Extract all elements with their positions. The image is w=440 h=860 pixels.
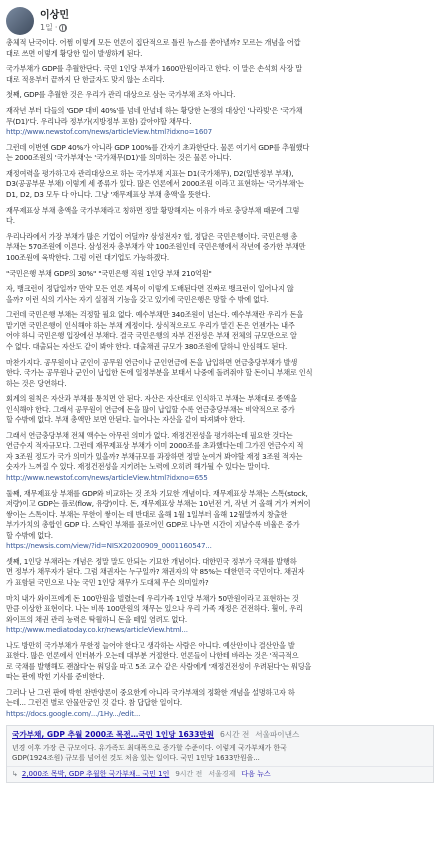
post-paragraph	[6, 206, 434, 227]
author-name[interactable]: 이상민	[40, 10, 69, 21]
post-paragraph	[6, 269, 434, 280]
post-paragraph	[6, 106, 434, 138]
card-related-source: 서울경제	[208, 770, 236, 779]
paragraph-line: 다.	[6, 216, 15, 226]
paragraph-link[interactable]: http://www.newstof.com/news/articleView.html?idxno=1607	[6, 127, 213, 137]
card-snippet	[7, 743, 433, 766]
paragraph-line: 무(D1)'다. 우리나라 정부가(지방정부 포함) 갚아야할 채무다.	[6, 116, 192, 126]
card-related-time: 9시간 전	[175, 770, 203, 779]
card-related-link[interactable]: 2,000조 목박, GDP 추월한 국가부채.. 국민 1인	[21, 770, 170, 779]
post-time[interactable]: 1일	[40, 23, 53, 32]
paragraph-line: 자 3조원 정도가 국가 의미가 있을까? 부채규모를 과장하면 정말 눈여겨 봐야할 재정 3조원 적자는	[6, 451, 303, 461]
post-paragraph	[6, 143, 434, 164]
globe-icon[interactable]	[59, 24, 67, 32]
post-paragraph	[6, 394, 434, 426]
paragraph-line: 연금수지 적자규모다. 그런데 재무제표상 부채가 이미 2000조를 초과했다는데 그가진 연금수지 적	[6, 441, 304, 451]
paragraph-line: 재정여력을 평가하고자 관리대상으로 하는 국가부채 지표는 D1(국가채무), D2(일반정부 부채),	[6, 168, 294, 178]
paragraph-line: "국민은행 부채 GDP의 30%" "국민은행 직원 1인당 부채 210억원"	[6, 268, 212, 278]
paragraph-line: 그래서 연금충당부채 전체 액수는 아무런 의미가 없다. 재정건전성을 평가하는데 필요한 것다는	[6, 430, 293, 440]
card-headline-link[interactable]: 국가부채, GDP 추월 2000조 목전…국민 1인당 1633만원	[12, 730, 215, 740]
paragraph-line: 맡기면 국민은행이 인식해야 하는 부채 계정이다. 상식적으로도 우리가 맡긴 돈은 언젠가는 내주	[6, 320, 295, 330]
post-paragraph	[6, 557, 434, 589]
paragraph-line: 재작년 부터 다들의 'GDP 대비 40%'를 넘네 안넘네 하는 황당한 논쟁의 대상인 '나라빚'은 '국가채	[6, 106, 303, 116]
paragraph-line: 셋째, 1인당 부채라는 개념은 정말 말도 안되는 기묘한 개념이다. 대한민국 정부가 국채를 발행하	[6, 556, 297, 566]
paragraph-line: 그러나 난 그런 판에 박힌 찬반양론이 중요한게 아니라 국가부채의 정확한 개념을 설명하고자 하	[6, 687, 295, 697]
paragraph-line: 쌓이는 스톡이다. 부채는 무한이 쌓이는 데 반대로 올해 1월 1일부터 올해 12월말까지 창출한	[6, 509, 288, 519]
paragraph-link[interactable]: http://www.newstof.com/news/articleView.html?idxno=655	[6, 472, 208, 482]
post-paragraph	[6, 232, 434, 264]
post-paragraph	[6, 358, 434, 390]
paragraph-line: 한다. 국가는 공무원나 군인이 납입한 돈에 일정부분을 보태서 나중에 돌려줘야 할 돈이니 부채로 인식	[6, 368, 313, 378]
paragraph-link[interactable]: https://docs.google.com/.../1Hy.../edit...	[6, 708, 141, 718]
paragraph-line: 저량)이고 GDP는 플로(flow, 유량)이다. 돈, 재무제표상 부채는 10년전 거, 작년 거 올해 거가 켜켜이	[6, 499, 311, 509]
paragraph-line: 대로 쓰면 이렇게 황당한 일이 발생하게 된다.	[6, 48, 143, 58]
paragraph-line: 그런데 이번엔 GDP 40%가 아니라 GDP 100%를 간자기 초과한단다. 물론 여기서 GDP를 추월했다	[6, 142, 310, 152]
paragraph-line: 마찬가지다. 공무원이나 군인이 공무원 연금이나 군인연금에 돈을 납입하면 연금충당부채가 발생	[6, 357, 298, 367]
paragraph-line: 대로 적용부터 끝까지 단 한글자도 맞지 않는 소리다.	[6, 74, 165, 84]
paragraph-line: 할 수밖에 없다. 부채 총액만 보면 안된다. 늘어나는 자산을 같이 따져봐야 한다.	[6, 415, 245, 425]
author-block	[40, 9, 69, 33]
post-body	[6, 38, 434, 719]
paragraph-line: 부채는 570조원에 이른다. 삼성전자 총부채가 약 100조원인데 국민은행에서 작년에 증가한 부채만	[6, 242, 306, 252]
post-paragraph	[6, 169, 434, 201]
paragraph-line: 어야 하니 국민은행 입장에선 부채다. 결국 국민은행의 자부 건전성은 부채 전체의 규모만으로 알	[6, 331, 297, 341]
paragraph-line: 면 정부가 채무자가 된다. 그럼 채권자는 누구일까? 채권자의 약 85%는 대한민국 국민이다. 채권자	[6, 567, 305, 577]
paragraph-line: 회계의 원칙은 자산과 부채를 통치면 안 된다. 자산은 자산대로 인식하고 부채는 부채대로 종액을	[6, 394, 297, 404]
post-paragraph	[6, 90, 434, 101]
post-paragraph	[6, 431, 434, 484]
post-paragraph	[6, 641, 434, 683]
paragraph-line: 나도 방만히 국가부채가 무한정 늘어야 한다고 생각하는 사람은 아니다. 예산안이나 결산안을 발	[6, 640, 295, 650]
paragraph-line: 가 표함된 국민으로 나눈 국민 1인당 채무가 도대체 무슨 의미일까?	[6, 577, 209, 587]
card-headline-row	[7, 726, 433, 743]
news-search-card	[6, 725, 434, 783]
paragraph-line: 따는 판에 박힌 기사를 준비한다.	[6, 672, 105, 682]
card-source: 서울파이낸스	[255, 730, 300, 740]
paragraph-line: 둘째, 재무제표상 부채를 GDP와 비교하는 것 조차 기묘한 개념이다. 재무제표상 부채는 스톡(stock,	[6, 488, 308, 498]
paragraph-line: 마치 내가 와이프에게 돈 100만원을 빌렸는데 우리가족 1인당 부채가 50만원이라고 표현하는 것	[6, 593, 299, 603]
paragraph-line: 인식해야 한다. 그래서 공무원이 연금에 돈을 많이 납입할 수록 연금충당부채는 비약적으로 증가	[6, 404, 295, 414]
paragraph-line: 숫자가 느껴질 수 있다. 재정건전성을 지키려는 노력에 오히려 해가될 수 있다는 말이다.	[6, 462, 270, 472]
post-paragraph	[6, 64, 434, 85]
paragraph-line: 는 2000조원의 '국가부채'는 '국가채무(D1)'를 의미하는 것은 물론 아니다.	[6, 153, 232, 163]
card-related-row	[7, 766, 433, 782]
author-avatar[interactable]	[6, 7, 34, 35]
paragraph-link[interactable]: http://www.mediatoday.co.kr/news/articleView.html...	[6, 625, 188, 634]
post-paragraph	[6, 688, 434, 720]
reply-arrow-icon: ↳	[12, 770, 18, 779]
post-header	[6, 4, 434, 38]
paragraph-line: 자, 뱅크런이 정답일까? 만약 모든 언론 제목이 이렇게 도배된다면 진짜로 뱅크런이 일어나지 않	[6, 284, 294, 294]
paragraph-line: 와이프의 채권 관리 능력은 탁월하니 돈을 떼일 염려도 없다.	[6, 614, 188, 624]
paragraph-line: 할 수밖에 없다.	[6, 530, 53, 540]
card-snippet-line: 년경 이후 가장 큰 규모이다. 유가족도 최대폭으로 증가할 수준이다. 이렇게 국가부채가 한국	[12, 744, 287, 753]
paragraph-line: 만큼 이상한 표현이다. 나는 비록 100만원의 채무는 있으나 우리 가족 재정은 건전하다. 훨이, 우리	[6, 604, 303, 613]
paragraph-line: 부가가치의 총합인 GDP 다. 스탁인 부채를 플로어인 GDP로 나누면 시간이 지날수록 비율은 증가	[6, 520, 300, 530]
paragraph-link[interactable]: https://newsis.com/view/?id=NISX20200909_0001160547...	[6, 541, 212, 551]
paragraph-line: 수 없다. 대출되는 자산도 같이 봐야 한다. 대출채권 규모가 380조원에 달하니 안심해도 된다.	[6, 341, 288, 351]
paragraph-line: 로 국채를 발행해도 괜찮다'는 워딩을 따고 5조 교수 같은 사람에게 '재정건전성이 우려된다'는 워딩을	[6, 661, 312, 671]
post-paragraph	[6, 489, 434, 552]
post-paragraph	[6, 594, 434, 636]
post-paragraph	[6, 38, 434, 59]
paragraph-line: 100조원에 육박한다. 그럼 이런 대기업도 가능하겠다.	[6, 252, 169, 262]
paragraph-line: 총체적 난국이다. 어쩜 이렇게 모든 언론이 집단적으로 틀린 뉴스를 쏟아낼까? 모르는 개념을 어깝	[6, 38, 301, 47]
paragraph-line: 국가부채가 GDP를 추월한단다. 국민 1인당 부채가 1600만원이라고 한다. 이 말은 손석희 사장 말	[6, 64, 302, 74]
paragraph-line: 하는 것은 당연하다.	[6, 378, 67, 388]
card-related-more-link[interactable]: 다음 뉴스	[241, 770, 271, 779]
paragraph-line: 을까? 이런 식의 기사는 자기 실점적 기능을 갖고 있기에 국민은행은 망할 수 밖에 없다.	[6, 294, 269, 304]
paragraph-line: D1, D2, D3 모두 다 아니다. 그냥 '재무제표상 부채 총액'을 뜻한다.	[6, 189, 211, 199]
paragraph-line: 그런데 국민은행 부채는 걱정할 필요 없다. 예수부채만 340조원이 넘는다. 예수부채란 우리가 돈을	[6, 310, 304, 320]
paragraph-line: D3(공공부문 부채) 이렇게 세 종류가 있다. 많은 언론에서 2000조원 이라고 표현하는 '국가부채'는	[6, 179, 304, 189]
paragraph-line: 첫째, GDP를 추월한 것은 우리가 관리 대상으로 삼는 국가부채 조차 아니다.	[6, 90, 236, 100]
post-paragraph	[6, 284, 434, 305]
paragraph-line: 표한다. 많은 언론에서 인터뷰가 오는데 대부분 거절한다. 언론들이 나한테 바라는 것은 '적극적으	[6, 651, 299, 661]
paragraph-line: 재무제표상 부채 총액을 국가부채라고 칭하면 정말 황망해지는 이유가 바로 충당부채 때문에 그렇	[6, 205, 300, 215]
paragraph-line: 우리나라에서 가장 부채가 많은 기업이 어딜까? 삼성전자? 헐, 정답은 국민은행이다. 국민은행 총	[6, 231, 298, 241]
meta-separator: ·	[54, 23, 58, 32]
post-meta	[40, 22, 69, 33]
paragraph-line: 는데... 그런건 별로 안물안궁인 것 같다. 참 답답한 일이다.	[6, 698, 183, 708]
card-time: 6시간 전	[220, 730, 250, 740]
post-paragraph	[6, 310, 434, 352]
card-snippet-line: GDP(1924조원) 규모를 넘어선 것도 처음 있는 일이다. 국민 1인당 1633만원을...	[12, 754, 260, 763]
